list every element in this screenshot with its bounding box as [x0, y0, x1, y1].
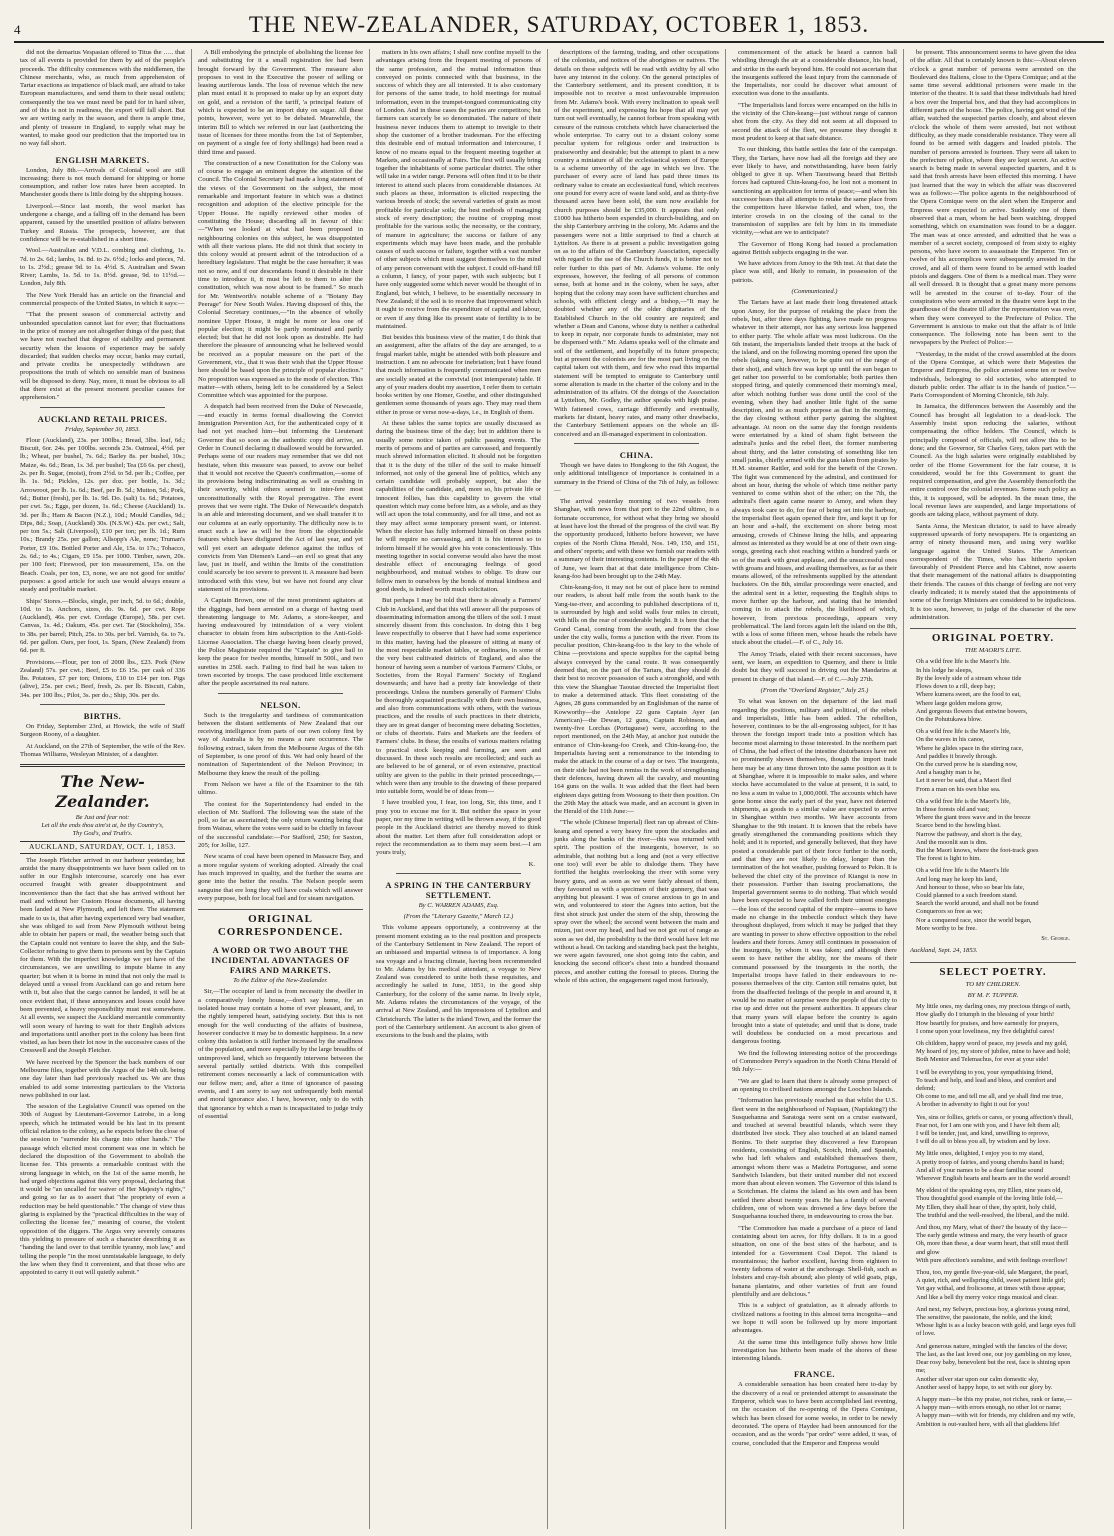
subheading: By C. WARREN ADAMS, Esq. — [418, 901, 499, 909]
poem-line: And honour to those, who so bear his fate, — [916, 883, 1025, 891]
masthead — [14, 6, 1104, 43]
paragraph: To what was known on the departure of the last mail regarding the positions, military and political, of the rebels and imperialists, little has been added. The rebellion, however, continues to be the all-engrossing subject, for it has thrown the foreign import trade into a position which has become most alarming to those interested. In the northern part of China, the bad effect of the intestine disturbances have not so prominently shown themselves, though the import trade here may be at any time thrown into the same position as it is at Shanghae, where it is impossible to make sales, and where stocks have accumulated to the value at present, it is said, to no less a sum in value to 1,000,000l. The accounts which have gone home since the early part of the year, have not deterred shipments, as goods to a similar value are expected to arrive in Shanghae within two months. We have accounts from Shanghae to the 9th instant. It is known that the rebels have greatly strengthened the commanding positions which they hold; and it is reported, and generally believed, that they have posted a considerable part of their force further to the north, and that they are not likely to delay, longer than the termination of the hot weather, pushing forward to Pekin. It is believed the chief city of the province of Kiangsi is now in their possession. Further than issuing proclamations, the Imperial government seems to do nothing. That which would have been expected to have called forth their utmost energies—the loss of the second capital of the empire—seems to have made no change in the imbecile conduct which they have throughout displayed, from which it may be judged that they are wanting in power to show effective opposition to the rebel leaders and their forces. Amoy still continues in possession of the insurgents, by whom it was taken; and although there seem to have neither the ability, nor the means of their command possessed by the insurgents in the north, the Imperialist troops have failed in their endeavours to re-possess themselves of the city. Canton still remains quiet, but from the disaffected feelings of the people in and around it, it would be no matter of surprise were the people of that city to rise up and drive out the present authorities. It appears clear that many years will elapse before the country is again brought into a state of quietude; and until that is done, trade will doubtless be conducted on a most precarious and dangerous footing. — [732, 698, 897, 1046]
poem-line: My eldest of the speaking eyes, my Ellen, nine years old, — [916, 1187, 1063, 1195]
poem-line: Yes, sins or follies, griefs or cares, or young affection's thrall, — [916, 1113, 1073, 1121]
poem-line: My little ones, my darling ones, my precious things of earth, — [916, 1003, 1071, 1011]
divider — [40, 407, 165, 408]
poem-line: And a haughty man is he, — [916, 769, 982, 777]
divider — [20, 764, 185, 767]
column-3 — [370, 49, 548, 1529]
paragraph: We have received by the Spencer the back numbers of our Melbourne files, together with the Argus of the 14th ult. being one day later than had previously reached us. We are thus enabled to add some interesting particulars to the Victoria news published in our last. — [20, 1058, 185, 1099]
masthead-title: THE NEW-ZEALANDER, SATURDAY, OCTOBER 1, 1853. — [248, 12, 870, 37]
paragraph: This volume appears opportunely, a controversy at the present moment existing as to the real position and prospects of the Canterbury Settlement in New Zealand. The report of an unbiassed and impartial witness is of importance. A long sea voyage and a bracing climate, having been recommended to Mr. Adams by his medical attendant, a voyage to New Zealand was considered to unite both these requisites, and accordingly he sailed in June, 1851, in the good ship Canterbury, for the colony of the same name. In lively style, Mr. Adams relates the circumstances of the voyage, of the arrival at New Zealand, and his impressions of Lyttelton and Christchurch. The latter is the inland Town, and the former the port of the Canterbury settlement. An account is also given of excursions to the bush and the plains, with — [376, 924, 541, 1040]
poem-title: TO MY CHILDREN. — [965, 980, 1021, 988]
paragraph: Santa Anna, the Mexican dictator, is said to have already suppressed upwards of forty newspapers. He is organizing an army of ninety thousand men, and using very warlike language against the United States. The American correspondent of the Times, who has hitherto spoken favourably of President Pierce and his Cabinet, now asserts that their management of the national affairs is disappointing their friends. The causes of this change of feeling are not very clearly indicated; it is merely stated that the appointments of some of the foreign Ministers are considered to be injudicious. It is too soon, however, to judge of the character of the new administration. — [910, 522, 1076, 621]
paragraph: But perhaps I may be told that there is already a Farmers' Club in Auckland, and that this will answer all the purposes of disseminating information among the tillers of the soil. I must sincerely dissent from this conclusion. In doing this I beg leave respectfully to observe that I have had some experience in this matter, having had the pleasure of sitting at many of the most respectable market tables, or ordinaries, in some of the very best cultivated districts of England, and also the honour of having seen a number of various Farmers' Clubs, or Societies, from the Royal Farmers' Society of England downwards; and have had a pretty fair knowledge of their proceedings. Unless the numbers generally of Farmers' Clubs be thoroughly acquainted practically with their own business, and also from communications with others, with the various practices, and the results of such practices in their districts, they are in great danger of becoming mere debating Societies, or clubs of theorists. Fairs and Markets are the feeders of Farmers' clubs. In these, the results of various matters relating to practical stock keeping and farming, are seen and discussed. In these such results are recollected; and such as are believed to be of general, or of even extensive, practical utility are given to the public in their printed proceedings,—which were then any trouble to the drawing of these prepared into suitable form, would be of ideas from— — [376, 597, 541, 796]
paragraph: The session of the Legislative Council was opened on the 30th of August by Lieutenant-Governor Latrobe, in a long speech, which he intimated would be his last in its present official relation to the colony, as he expects before the close of the session to "surrender his charge into other hands." The passage which elicited most comment was one in which he declared the disposition of the Government to abolish the license fee. This presents a remarkable contrast with the strong language in which, on the 1st of the same month, he had urged objections against this very proposal, declaring that it would be "an uncalled for waiver of Her Majesty's rights," and going so far as to assert that "the propriety of even a reduction may be held questionable." The change of view thus glaring is explained by the "practical difficulties in the way of collecting the license fee," meaning of course, the violent opposition of the diggers. The Argus very severely censures this yielding to pressure of such a character describing it as "handing the land over to that terrible tyranny, mob law," and telling the people "in the most unmistakable language, to defy the law when they find it convenient, and that those who are appointed to carry it out will quietly submit." — [20, 1103, 185, 1277]
paragraph: But besides this business view of the matter, I do think that an assignment, after the affairs of the day are arranged, to a frugal market table, might be attended with both pleasure and instruction. I am no advocate for inebriation; but I have found that much information is frequently communicated when men are socially seated at the convivial (not intemperate) table. If any of your readers doubt my assertion, I refer them to certain books written by one Homer, Goethe, and other distinguished gentlemen some thousands of years ago. They may read them either in prose or verse now-a-days, i.e., in English of them. — [376, 334, 541, 416]
poem-line: Nor a conquered race, since the world began, — [916, 916, 1032, 924]
poem-signature: St. George. — [1041, 934, 1070, 942]
poem-line: Oh a wild free life is the Maori's life, — [916, 728, 1011, 736]
paragraph: did not the demarius Vespasian offered to Titus the ….. that tax of all events is provided for them by aid of the people's proceeds. The difficulty commences with the middlemen, the Chinese merchants, who, as much from apprehension of Tartar exactions as impatience of black mail, are afraid to take European manufactures, and send them to their usual outlets; consequently the tea we must need be paid for in hard silver, and of this is not in readiness, the export will fall short. But we are writing early in the season, and there is ample time, and plenty of treasure in England, to supply what may be wanted, to make good our prediction that the imported tea in no way fall short. — [20, 49, 185, 148]
poem-line: Thou thoughtful good example of the loving little fold,— — [916, 1195, 1063, 1203]
divider — [396, 873, 521, 874]
column-4 — [548, 49, 726, 1529]
paragraph: "The Commodore has made a purchase of a piece of land containing about ten acres, for fifty dollars. It is in a good situation, on one of the best sites of the harbour, and is intended for a Government Coal Depot. The island is mountainous; the harbor excellent, having from eighteen to twenty fathoms of water at the anchorage. Shell-fish, such as lobsters and cray-fish abound; also plenty of wild goats, pigs, banana plantains, and other varieties of fruit are found plentifully and are delicious." — [732, 1224, 897, 1299]
heading-original-poetry: ORIGINAL POETRY. — [910, 628, 1076, 645]
poem-line: More worthy to be free. — [916, 924, 977, 932]
paragraph: The construction of a new Constitution for the Colony was of course to engage an eminent degree the attention of the Council. The Colonial Secretary had made a long statement of the views of the Government on the subject, the most remarkable and important feature in which was a distinct recognition and adoption of the elective principle for the Upper House. He rapidly reviewed other modes of constituting the House; discarding all in favour of this:—"When we looked at what had been proposed in neighbouring colonies on this subject, he was disappointed with all their various plans. He did not think that society in this colony would at present admit of the introduction of a hereditary legislature. That might be the case hereafter; it was not so now, and if our descendants found it desirable in their time to introduce it, it must be left to them to alter the constitution, which was now about to be framed." So much for Mr. Wentworth's notable scheme of a "Botany Bay Peerage" for New South Wales. Having disposed of this, the Colonial Secretary continues,—"In the absence of wholly nominee Upper House, it might be more or less one of popular election; it might be partly nominated and partly elected; but that he did not look upon as desirable. He had therefore the pleasure of announcing what he believed would be received as a popular measure on the part of the Government, viz., that it was their wish that the Upper House here should be based upon the principle of popular election." No proposition was expressed as to the mode of election. This matter—with others, being left to be considered by a Select Committee which was appointed for the purpose. — [198, 159, 363, 400]
heading-fairs-markets: A WORD OR TWO ABOUT THE INCIDENTAL ADVANTAGES OF FAIRS AND MARKETS. — [211, 945, 350, 976]
poem-line: A quiet, rich, and wellspring child, sweet patient little girl; — [916, 1277, 1066, 1285]
paragraph: On Friday, September 23rd, at Howick, the wife of Staff Surgeon Roony, of a daughter. — [20, 723, 185, 739]
poem-line: Let it never be said, that a Maori fled — [916, 777, 1011, 785]
poem-line: Oh a wild free life is the Maori's life — [916, 867, 1010, 875]
subheading: (Communicated.) — [791, 288, 838, 296]
poem-line: And the moonlit sun is dim. — [916, 838, 988, 846]
paragraph: "Information has previously reached us that whilst the U.S. fleet were in the neighbourhood of Napiaan, (Napfaking?) the Susquehanna and Saratoga were sent on a cruise eastward, and touched at several beautiful islands, which were they distributed live stock. They also touched at an island named Bonins. To their surprise they discovered a few European residents, consisting of English, Scotch, Irish, and Spanish, who had left whalers and established themselves there, amongst whom there was a Madeira Portuguese, and some Sandwich Islanders, but their united number did not exceed more than about eleven women. The Governor of this island is a Scotchman. He claims the island as his own and has been settled there about twenty years. He has a family of several children, one of whom was drowned a few days before the Susquehanna touched there, in endeavouring to cross the bar. — [732, 1097, 897, 1221]
paragraph: The Governor of Hong Kong had issued a proclamation against British subjects engaging in the war. — [732, 240, 897, 256]
poem-line: I will be tender, just, and kind, unwilling to reprove, — [916, 1130, 1050, 1138]
poem-line: A brother in adversity to fight it out for you! — [916, 1101, 1030, 1109]
poem-title: THE MAORI'S LIFE. — [964, 647, 1022, 655]
subheading: (From the "Literary Gazette," March 12.) — [403, 913, 514, 921]
poem-line: A happy man—with wit for friends, my children and my wife, — [916, 1412, 1076, 1420]
paragraph: The Joseph Fletcher arrived in our harbour yesterday, but amidst the many disappointments we have been called on to suffer in our English intercourse, scarcely one has ever occurred fraught with greater disappointment and inconvenience than the fact that she has arrived without her mail and without her Custom House documents, all having been landed at New Plymouth, and left there. The statement made to us is, that after having experienced very bad weather, she was obliged to sail from New Plymouth without being able to obtain her papers or mail, the weather being such that the Captain could not venture to leave the ship, and the Sub-Collector refusing to give them to persons sent by the Captain for them. With the imperfect knowledge we yet have of the circumstances, we are unwilling to impute blame in any quarter; but when it is borne in mind that not only the mail is delayed until a vessel from Auckland can go and return here with it, but also that the cargo cannot be landed, it will be at once evident that, if these annoyances and losses could have been prevented, a heavy responsibility must rest somewhere. At all events, we suspect the Auckland mercantile community will soon weary of having to wait for their English advices and importations until another port in the colony has been first visited, as has been their lot now in the successive cases of the Cresswell and the Joseph Fletcher. — [20, 856, 185, 1055]
poem-line: Yet gay withal, and frolicsome, at times with those appear, — [916, 1285, 1066, 1293]
paragraph: commencement of the attack he heard a cannon ball whistling through the air at a considerable distance, his head, and strike in the earth beyond him. He could not ascertain that the insurgents suffered the least injury from the cannonade of the Imperialists, nor could he discover what amount of execution was done to the assailants. — [732, 49, 897, 98]
poem-line: Where the giant trees wave and in the breeze — [916, 814, 1031, 822]
poem-line: I will be everything to you, your sympathising friend, — [916, 1068, 1054, 1076]
paragraph: "That the present season of commercial activity and unbounded speculation cannot last for ever; that fluctuations in the price of money are not altogether things of the past; that we have not reached that degree of stability and permanent security when the lessons of experience may be safely discarded; that sudden checks may occur, banks may curtail, and private credits be unexpectedly withdrawn are propositions the truth of which no sensible man of business will be disposed to deny. Nay, more, it must be obvious to all that there exist at the present moment peculiar causes for apprehension." — [20, 311, 185, 402]
paragraph: At the same time this intelligence fully shows how little investigation has hitherto been made of the shores of these interesting Islands. — [732, 1338, 897, 1363]
poem-line: The early gentle witness and mary, the very hearth of grace — [916, 1232, 1068, 1240]
paragraph: London, July 8th.—Arrivals of Colonial wool are still increasing; there is not much demand for shipping or home consumption, and rather low rates have been accepted. In Manchester goods there is little doing by the shipping houses. — [20, 166, 185, 199]
paragraph: Flour (Auckland), 23s. per 100lbs.; Bread, 3lbs. loaf, 6d.; Biscuit, 6or. 24s. per 100lbs. seconds 23s. Oatmeal, 4½d. per lb.; Wheat, per bushel, 7s. 6d.; Barley 8s. per bushel, 10s.; Maize, 4s. 6d.; Bran, 1s. 3d. per bushel; Tea (£6 6s. per chest), 2s. per lb. Sugar, (moist), from 2½d. to 5d. per lb.; Coffee, per lb. 1s. 9d.; Pickles, 12s. per doz. per bottle, 1s. 3d.; Arrowroot, per lb. 1s. 6d.; Beef, per lb. 5d.; Mutton, 5d.; Pork, 6d.; Butter (fresh), per lb. 1s. 9d. Do. (salt) 1s. 6d.; Potatoes, per cwt. 5s.; Eggs, per dozen, 1s. 6d.; Cheese (Auckland) 1s. 3d. per lb.; Ham & Bacon (N.Z.), 10d.; Mould Candles, 9d.; Dips, 8d.; Soap, (Auckland) 30s. (N.S.W.) 42s. per cwt.; Salt, per ton 5s.; Salt (Liverpool), £10 per ton; per lb. 1d.; Rum 10s.; Brandy 25s. per gallon; Allsopp's Ale, none; Truman's Porter, £9 10s. Bottled Porter and Ale, 15s. to 17s.; Tobacco, 2s. 6d.; to 4s.; Cigars, £9 15s. per 1000. Timber, sawn, 20s. per 100 feet; Firewood, per ton measurement, 15s. on the Beach. Coals, per ton, £3, none, we are not good for smiths' purposes: a good article for such use would always ensure a steady and profitable market. — [20, 436, 186, 594]
poem-line: Where large golden melons grow, — [916, 699, 1003, 707]
paragraph: "Yesterday, in the midst of the crowd assembled at the doors of the Opera Comique, at which were their Majesties the Emperor and Empress, the police arrested some ten or twelve individuals, belonging to old societies, who attempted to disturb public order. The affair is in the hands of justice."—Paris Correspondent of Morning Chronicle, 6th July. — [910, 350, 1076, 400]
heading-canterbury: A SPRING IN THE CANTERBURY SETTLEMENT. — [385, 879, 532, 900]
poem-line: And gorgeous flowers that entwine bowers, — [916, 707, 1028, 715]
paragraph: "The Imperialists land forces were encamped on the hills in the vicinity of the Chin-keang—just without range of cannon shot from the city. As they did not seem at all disposed to second the attack of the fleet, we presume they thought it most prudent to keep at that safe distance. — [732, 101, 897, 142]
paragraph: A Captain Brown, one of the most prominent agitators at the diggings, had been arrested on a charge of having used threatening language to Mr. Adams, a store-keeper, and having endeavoured by intimidation of a very violent character to obtain from him subscription to the Anti-Gold-License Association. The charge having been clearly proved, the Police Magistrate required the "Captain" to give bail to keep the peace for twelve months, himself in 500l., and two sureties in 250l. each. Failing to find bail he was taken to town escorted by troops. The case produced little excitement after the people ascertained its real nature. — [198, 597, 363, 688]
poem-line: My little ones, delighted, I enjoy you to my stand, — [916, 1150, 1044, 1158]
paragraph: Such is the irregularity and tardiness of communication between the distant settlements of New Zealand that our receiving intelligence from parts of our own colony first by way of Australia is by no means a rare occurrence. The following extract, taken from the Melbourne Argus of the 6th of September, is one proof of this. We had only heard of the nomination of Superintendent of the Nelson Province; in Melbourne they knew the result of the polling. — [198, 711, 363, 777]
poem-line: I will do all to bless you all, by wisdom and by love. — [916, 1138, 1051, 1146]
signature: K. — [528, 860, 535, 868]
paragraph: Ships' Stores.—Blocks, single, per inch, 5d. to 6d.; double, 10d. to 1s. Anchors, sizes, do. 9s. 6d. per cwt. Rope (Auckland), 46s. per cwt. Cordage (Europe), 58s. per cwt. Canvas, 1s. 4d.; Oakum, 45s. per cwt. Tar (Stockholm), 35s. to 38s. per barrel; Pitch, 25s. to 30s. per brl. Varnish, 6s. to 7s. 6d. per gallon. Oars, per foot, 1s. Spars, (New Zealand) from 6d. per ft. — [20, 597, 185, 655]
poem-line: Another seed of happy hope, to set with our glory by. — [916, 1383, 1053, 1391]
poem-line: My hoard of joy, my store of jubilee, mine to have and hold; — [916, 1048, 1071, 1056]
poem-line: Oh, more than these, a dear warm heart, that still must thrill and glow — [916, 1240, 1069, 1256]
paragraph: We find the following interesting notice of the proceedings of Commodore Perry's squadron in the North China Herald of 9th July:— — [732, 1049, 897, 1074]
paragraph: Chin-keang-foo, it may not be out of place here to remind our readers, is about half mile from the south bank to the Yang-tse-river, and according to published descriptions of it, is surrounded by high and solid walls four miles in circuit, with hills on the rear of considerable height. It is here that the Grand Canal, coming from the south, and from the close under the city walls, forms a junction with the river. From its peculiar position, Chin-keang-foo is the key to the whole of China —provisions and specie supplies for the capital being always conveyed by the canal route. It was consequently deemed that, on the part of the Tartars, that they should do their best to recover possession of such a stronghold, and with this view the Shanghae Taoutae directed the Imperialist fleet to make a determined attack. This fleet consisting of the Agnes, 28 guns commanded by an Englishman of the name of Kowworthy—the Antelope 22 guns Captain Ayer (an American)—the Dewan, 12 guns, Captain Robinson, and twenty-five Lorchas (Portuguese) were, according to the report mentioned, on the 24th May, at anchor just outside the entrance of Chin-keang-foo Creek, and Chin-keang-foo, the Imperialists having sent a remonstrance to the intending to make the attack in the course of a day or two. The insurgents, on their side had not been remiss in the work of strengthening their defences, having drawn all the cavalry, and mounting 164 guns on the walls. It was added that the fleet had been eighteen days getting from Woosung to their then position. On the 29th May the attack was made, and an account is given in the Herald of the 11th June:— — [554, 584, 719, 816]
paragraph: To our thinking, this battle settles the fate of the campaign. They, the Tartars, have now had all the foreign aid they are ever likely to have, and notwithstanding, have been fairly obliged to give it up. When Taoutwang heard that British forces had captured Chin-keang-foo, he lost not a moment in sanctioning an application for terms of peace;—and when his successor hears that all attempts to retake the same place from the competitors have likewise failed, and when, too, the interior crowds in on the closing of the canal to the transmission of supplies are felt by him in its immediate vicinity,—what are we to anticipate? — [732, 146, 897, 237]
paper-title: The New-Zealander. — [55, 772, 150, 812]
heading-china: CHINA. — [619, 449, 654, 460]
subheading: (From the "Overland Register," July 25.) — [760, 686, 869, 694]
poem-line: Where he glides space in the stirring race, — [916, 744, 1024, 752]
heading-english-markets: ENGLISH MARKETS. — [55, 154, 150, 165]
poem-line: And like a bell thy merry voice rings musical and clear. — [916, 1293, 1058, 1301]
poem-line: How heartily for praises, and how earnestly for prayers, — [916, 1019, 1059, 1027]
paragraph: The New York Herald has an article on the financial and commercial prospects of the United States, in which it says:— — [20, 291, 185, 308]
paragraph: Sir,—The occupier of land is from necessity the dweller in a comparatively lonely house,—don't say home, for an isolated house may contain a home of ever pleasant, and, to the rightly tempered heart, satisfying society. But this is not enough for the well conducting of the affairs of business, however conducive it may be to domestic happiness. In a new colony this isolation is still further increased by the smallness of the population, and more especially by the large breadths of unimproved land, which so frequently intervene between the several partially settled districts. With this compelled retirement comes necessarily a lack of communication with our fellow men; and, after a time of ignorance of passing events, and I am sorry to say not unfrequently both mental and moral ignorance also. I have, however, only to do with that ignorance by which a man is incapacitated to judge truly of essential — [198, 988, 363, 1120]
paragraph: The arrival yesterday morning of two vessels from Shanghae, with news from that port to the 22nd ultimo, is a fortunate occurrence, for without what they bring we should at least have lost the thread of the progress of the civil war. By the opportunity produced, hitherto before however, we have copies of the North China Herald, Nos. 149, 150, and 151, and others' reports; and with these we furnish our readers with a summary of their interesting contents. In the paper of the 4th of June, we learn that at that date intelligence from Chin-keang-foo had been brought up to the 24th May. — [554, 498, 719, 580]
poem-line: Oh a wild free life is the Maori's life, — [916, 797, 1011, 805]
poem-line: In those forests old and vast; — [916, 805, 990, 813]
page-number: 4 — [14, 22, 21, 37]
divider — [218, 693, 343, 694]
poem-line: From a man on his own blue sea. — [916, 785, 1001, 793]
paragraph: A despatch had been received from the Duke of Newcastle,—and exactly in terms formal disallowing the Convict Immigration Prevention Act, for the authenticated copy of it had not yet reached him—but informing the Lieutenant Governor that so soon as the authentic copy did arrive, an Order in Council declaring it disallowed would be forwarded. Perhaps some of our readers may remember that we did not hesitate, when this measure was passed, to avow our belief that it would not receive the Queen's confirmation,—some of its provisions being indiscriminating as well as crushing in their severity, whilst others seemed to inter-fere most unconstitutionally with the Royal prerogative. The event proves that we were right. The Duke of Newcastle's despatch is an able and interesting document, and we shall transfer it to our columns at an early opportunity. The difficulty now is to enact such a law as will be free from the objectionable features which have disfigured the Act of last year, and yet will yet exert an adequate defence against the influx of convicts from Van Diemen's Land—an evil so great that any law, just in itself, and within the limits of the constitution could scarcely be too severe to prevent it. A measure had been introduced with this view, but we have not found any clear statement of its provisions. — [198, 403, 363, 593]
column-6 — [904, 49, 1082, 1529]
column-1 — [14, 49, 192, 1529]
poem-line: By the lovely side of a stream whose tide — [916, 674, 1022, 682]
heading-select-poetry: SELECT POETRY. — [910, 962, 1076, 979]
poem-line: My Ellen, they shall hear of thee, thy spirit, holy child, — [916, 1203, 1057, 1211]
poem-line: Dear rosy baby, benevolent but the rest, face is shining upon me; — [916, 1359, 1071, 1375]
paragraph: The contest for the Superintendency had ended in the election of Mr. Stafford. The following was the state of the poll, so far as ascertained; the only return wanting being that from Wairau, where the votes were said to be chiefly in favour of the successful candidate:—For Stafford, 250; for Saxton, 205; for Jollie, 127. — [198, 800, 363, 850]
poem-line: Oh children, happy word of peace, my jewels and my gold, — [916, 1039, 1068, 1047]
heading-original-correspondence: ORIGINAL CORRESPONDENCE. — [198, 909, 363, 939]
paragraph: A Bill embodying the principle of abolishing the license fee and substituting for it a small registration fee had been brought forward by the Government. The measure also proposes to vest in the Executive the power of selling or leasing auriferous lands. The loss of revenue which the new plan must entail it is proposed to make up by an export duty on gold, and a revision of the tariff, 'a principal feature of which is expected to be an import duty on sugar. All these points, however, were yet to be debated. Meanwhile, the interim Bill to which we referred in our last (authorizing the issue of licenses for three months from the 1st of September, on payment of a single fee of forty shillings) had been read a third time and passed. — [198, 49, 363, 156]
paragraph: Liverpool.—Since last month, the wool market has undergone a change, and a falling off in the demand has been apparent, caused by the unsettled position of affairs between Turkey and Russia. The prospects, however, are that confidence will be re-established in a short time. — [20, 202, 185, 243]
paragraph: At Auckland, on the 27th of September, the wife of the Rev. Thomas Williams, Wesleyan Minister, of a daughter. — [20, 742, 185, 758]
poem-line: Fear not, for I am one with you, and I have felt them all; — [916, 1121, 1060, 1129]
poem-line: And thou, my Mary, what of thee? the beauty of thy face— — [916, 1224, 1068, 1232]
poem-line: Where kumera sweet, are the food to eat, — [916, 691, 1021, 699]
paragraph: "We are glad to learn that there is already some prospect of an opening to civilised nations amongst the Loochoo Islands. — [732, 1077, 897, 1093]
poem-line: Oh come to me, and tell me all, and ye shall find me true, — [916, 1093, 1063, 1101]
poem-line: On the Pohutukawa blow. — [916, 715, 982, 723]
poem-line: To teach and help, and lead and bless, and comfort and defend; — [916, 1076, 1057, 1092]
poem-line: Scarce bend to the howling blast. — [916, 822, 1001, 830]
paragraph: From Nelson we have a file of the Examiner to the 6th ultimo. — [198, 780, 363, 797]
poem-line: Flows down to a rill, deep bay; — [916, 683, 996, 691]
heading-nelson: NELSON. — [260, 699, 301, 710]
motto: Be Just and fear not: Let all the ends thou aim'st at, be thy Country's, Thy God's, and Truth's. — [41, 814, 164, 838]
paragraph: The Tartars have at last made their long threatened attack upon Amoy, for the purpose of retaking the place from the rebels, but, after three days fighting, have made no progress whatever in their attempt, nor has any serious loss happened to either party. The whole affair was most ludicrous. On the 6th instant, the imperialists landed their troops at the back of the island, and on the following morning opened fire upon the rebels (taking care, however, to be quite out of the range of their shot), and which fire was kept up until the sun began to get rather too powerful to be comfortable; both parties then stopped firing, and quietly commenced their morning's meal, after which nothing further was done until the cool of the evening, when they had another little fight of the same description, and to as much purpose as that in the morning, the day closing without either party gaining the slightest advantage. At noon on the same day the foreign residents were entertained by a kind of sham fight between the admiral's junks and the rebel fleet, the former numbering about thirty, and the latter consisting of something like ten small junks, chiefly armed with the guns taken from pirates by H.M. steamer Rattler, and sold for the benefit of the Crown. The fight was commenced by the admiral, and continued for about an hour, during the whole of which time neither party ventured to come within shot of the other; on the 7th, the admiral's fleet again came nearer to Amoy, and when they always took care to do, for fear of being set into the harbour, the imperialist fleet again opened their fire, and kept it up for an hour and a-half, the excitement on shore being most amusing, crowds of Chinese lining the hills, and appearing almost as interested as they would be at one of their own sing-songs, greeting each shot reaching within a hundred yards or so of the mark with great applause, and the unsuccessful ones with groans and hisses, and availing themselves, as far as their means allowed, of the refreshments supplied by the attendant hucksters. On the 8th, similar proceedings were enacted, and the admiral sent in a letter, requesting the English ships to move further up the harbour, and stating that he intended coming in to attack the rebels, the likelihood of which, however, from previous proceedings, appears very problematical. The land forces again left the island on the 8th, with a loss of some fifteen men, whose heads the rebels have stuck about the citadel.—F. of C., July 16. — [732, 299, 897, 647]
paragraph: "The whole (Chinese Imperial) fleet ran up abreast of Chin-keang and opened a very heavy fire upon the stockades and junks along the banks of the river—this was returned with spirit. The position of the insurgents, however, is so admirable, that nothing but a long and (not a very effective one too) will ever be able to dislodge them. They have fortified the heights overlooking the river with some very heavy guns, and as soon as we were fairly abreast of them, they favoured us with a specimen of their gunnery, that was anything but pleasant. I was of course anxious to go in and win, and volunteered to steer the Agnes into action, but the first shot struck just under the stern of the ship, throwing the spray over the wheel; the second went between the main and mizen, just over my head, and had we not got out of range as soon as we did, the probability is the third would have left me without a head. On tacking and standing back past the heights, we were again favoured, one shot going into the cabin, and knocking the second officer's chest into a hundred thousand pieces, and another cutting the foresail to pieces. During the whole of this action, the engagement raged most furiously, — [554, 819, 719, 985]
heading-births: BIRTHS. — [83, 711, 122, 722]
poem-line: And long may he keep his land, — [916, 875, 998, 883]
paragraph: Provisions.—Flour, per ton of 2000 lbs., £23. Pork (New Zealand) 57s. per cwt.; Beef, £5 to £6 15s. per cask of 336 lbs. Potatoes, £7 per ton; Onions, £10 to £14 per ton. Pigs (alive), 25s. per cwt.; Beef, fresh, 2s. per lb. Biscuit, Cabin, 34s. per 100 lbs.; Pilot, 3s. per do.; Ship, 30s. per do. — [20, 658, 185, 699]
poem-author: BY M. F. TUPPER. — [967, 991, 1019, 999]
poem-line: I come upon your loveliness, my five delightful cares! — [916, 1027, 1055, 1035]
poem-line: In his lodge he sleeps, — [916, 666, 973, 674]
poem-line: Thou, too, my gentle five-year-old, tale Margaret, the pearl, — [916, 1269, 1069, 1277]
poem-line: Another silver star upon our calm domestic sky, — [916, 1375, 1039, 1383]
paragraph: I have troubled you, I fear, too long, Sir, this time, and I pray you to excuse me for it. But neither the space in your paper, nor my time in writing will be thrown away, if the good people in the Auckland district are thereby moved to think about the matter. Let them after full consideration adopt or reject the recommendation as to them may seem best.—I am yours truly, — [376, 799, 541, 857]
poem-line: With pure affection's sunshine, and with feelings overflow! — [916, 1256, 1068, 1264]
poem-line: Whose light is as a lucky beacon with gold, and large eyes full of love. — [916, 1322, 1076, 1338]
poem-line: And generous nature, mingled with the fancies of the dove; — [916, 1342, 1068, 1350]
poem-line: And next, my Selwyn, precious boy, a glorious young mind, — [916, 1305, 1070, 1313]
poem-line: A happy man—be this my praise, not riches, rank or fame,— — [916, 1395, 1072, 1403]
divider — [40, 704, 165, 705]
paragraph: At these tables the same topics are usually discussed as during the business time of the day; but in addition there is usually some notice taken of public passing events. The merits of persons and of parties are canvassed, and frequently much shrewd information elicited. It should not be forgotten that it is the duty of the tiller of the soil to make himself informed, not only of the general line of politics, which any certain candidate will probably support, but also the capabilities of the candidate, and, more so, his private life or innocent follies, has this capability to govern the vital question which may come before him, as a whole, and as they will act upon the total community, and for all time, and not as they may affect some temporary present want, or interest. When the elector has fully informed himself on these points he will require no canvassing, and it is his interest so to inform himself if he would give his vote conscientiously. This meeting together in social converse would also have the most desirable effect of encouraging feelings of good neighbourhood, and mutual wishes to oblige. To draw our fellow men to ourselves by the bonds of mutual kindness and good deeds, is indeed worth much solicitation. — [376, 420, 541, 593]
poem-line: Conquerors so free as we; — [916, 908, 983, 916]
poem-line: A pretty troop of fairies, and young cherubs hand in hand; — [916, 1158, 1065, 1166]
poem-line: The truthful and the well-resolved, the liberal, and the mild. — [916, 1211, 1069, 1219]
poem-line: On the curved prow he is standing now, — [916, 760, 1018, 768]
poem-line: The sensitive, the passionate, the noble, and the kind; — [916, 1314, 1053, 1322]
poem-line: The last, as the last loved one, our joy gambling on my knee, — [916, 1350, 1072, 1358]
paragraph: Though we have dates to Hongkong to the 6th August, the only additional intelligence of importance is contained in a summary in the Friend of China of the 7th of July, as follows:— — [554, 461, 719, 494]
paragraph: matters in his own affairs; I shall now confine myself to the advantages arising from the frequent meeting of persons of the same profession, and the mutual information thus conveyed on points connected with that business, in the success of which they are all interested. It is also customary for persons of the same trade, to hold meetings for mutual information, even in the trumpet-tongued communicating city of London. And in these cases the parties are competitors; but farmers can scarcely be so denominated. The nature of their business never induces them to attempt to inveigle to their shop the customer of a brother tradesman. For the effecting this desirable end of mutual information and intercourse, I know of no means equal to the frequent meeting together at Markets, and occasionally at Fairs. The first will usually bring together the inhabitants of some particular district. The other will take in a wider range. Persons will often find it to be their interest to attend such places from considerable distances. At such places as these, information is elicited respecting the various breeds of stock; the several varieties of grain as most profitable for particular soils; the best methods of managing stock of every description; the routine of cropping most profitable for the various soils; the necessity, or the contrary, of manure in agriculture; the success or failure of any experiments which may have been made, and the probable causes of such success or failure, together with a vast number of other subjects which must suggest themselves to the mind of any person conversant with the subject. I could off-hand fill a column, I fancy, of your paper, with such subjects; but I have only suggested some which never would be thought of in England, but which, I believe, to be essentially necessary in New Zealand; if the soil is to receive that improvement which it ought to receive from the expenditure of capital and labour, or even if any thing like its present state of fertility is to be maintained. — [376, 49, 541, 330]
poem-line: But the Maori knows, where the foot-track goes — [916, 846, 1039, 854]
paragraph: New scams of coal have been opened in Massacre Bay, and a more regular system of working adopted. Already the coal has much improved in quality, and the further the seams are gone into the better the results. The Nelson people seem sanguine that ere long they will have coals which will answer every purpose, both for local fuel and for steam navigation. — [198, 853, 363, 902]
poem-maoris-life — [910, 658, 1076, 933]
paragraph: Wool.—Australian and V.D.L. combing and clothing, 1s. 7d. to 2s. 6d.; lambs, 1s. 8d. to 2s. 6½d.; locks and pieces, 7d. to 1s. 2½d.; grease 9d. to 1s. 4½d. S. Australian and Swan River; Lambs, 1s. 5d. to 1s. 8½d. grease, 9d. to 11½d.—London, July 8th. — [20, 247, 185, 288]
heading-retail-prices: AUCKLAND RETAIL PRICES. — [37, 413, 168, 424]
poem-line: Could planned to a such freedom stand. — [916, 891, 1018, 899]
poem-line: Ambition is out-vaulted here, with all that gladdens life! — [916, 1420, 1060, 1428]
paragraph: A considerable sensation has been created here to-day by the discovery of a real or pretended attempt to assassinate the Emperor, which was to have been accomplished last evening, on the occasion of the re-opening of the Opera Comique, which has been closed for some weeks, in order to be newly decorated. The opera of Haydee had been announced for the occasion, and as the words "par ordre" were added, it was, of course, concluded that the Emperor and Empress would — [732, 1381, 897, 1447]
paragraph: We have advices from Amoy to the 9th inst. At that date the place was still, and likely to remain, in possession of the patriots. — [732, 260, 897, 284]
poem-line: The forest is light to him. — [916, 855, 981, 863]
poem-line: Oh a wild free life is the Maori's life. — [916, 658, 1011, 666]
paragraph: In Jamaica, the differences between the Assembly and the Council has brought all legislation to a dead-lock. The Assembly insist upon reducing the salaries, without compensating the office holders. The Council, which is principally composed of officials, will not allow this to be done; and the Governor, Sir Charles Grey, takes part with the Council. As the high salaries were originally established by order of the Home Government for the fair course, it is considered, would be for this Government to grant the required compensation, and give the Assembly thenceforth the entire control over the colonial revenues. Some such policy as this, it is supposed, will be adopted. In the mean time, the local revenue laws are suspended, and large importations of goods are taking place, without payment of duty. — [910, 403, 1076, 519]
paragraph: The Amoy Triads, elated with their recent successes, have sent, we learn, an expedition to Quemoy, and there is little doubt but they will succeed in driving out the Mandarins at present in charge of that island.—F. of C.—July 27th. — [732, 650, 897, 683]
poem-line: On the waves in his canoe, — [916, 736, 985, 744]
paragraph: be present. This announcement seems to have given the idea of the affair. All that is certainly known is this:—About eleven o'clock a great number of persons were arrested on the Boulevard des Italiens, close to the Opera Comique; and at the same time several additional prisoners were made in the interior of the theatre. It is said that these individuals had hired a box over the Imperial box, and that they had accomplices in different parts of the house. The police, having got wind of the affair, watched the suspected parties closely, and about eleven o'clock the whole of them were arrested, but not without difficulty, as they made considerable resistance. They were all found to be armed with daggers and loaded pistols. The number of persons arrested is fourteen. They were all taken to the prefecture of police, where they are kept secret. An active search is being made in several suspected quarters, and it is said that fresh arrests have been effected this morning. I have just learned that the way in which the affair was discovered was as follows:—The police agents in the neighbourhood of the Opera Comique were on the alert when the Emperor and Empress were expected to arrive. Suddenly one of them observed that a man, whom he had been watching, dropped something, which on examination was found to be a dagger. The man was at once arrested, and admitted that he was a member of a secret society, composed of from sixty to eighty persons, who have sworn to assassinate the Emperor. Ten or twelve of his accomplices were subsequently arrested in the crowd, and all of them were found to be armed with loaded pistols and daggers. One of them is a medical man. They were all well dressed. It is thought that a great many more persons will be arrested in the course of to-day. Four of the conspirators who were arrested in the theatre were kept in the guardhouse of the theatre till after the representation was over, when they were conveyed to the Prefecture of Police. The Government is anxious to make out that the affair is of little consequence. The following note has been sent to the newspapers by the Prefect of Police:— — [910, 49, 1076, 347]
heading-france: FRANCE. — [793, 1369, 836, 1380]
poem-line: And paddles it bravely through. — [916, 752, 998, 760]
column-2 — [192, 49, 370, 1529]
paragraph: This is a subject of gratulation, as it already affords to civilized nations a footing in this almost terra incognita—and we hope it will soon be followed up by more important advantages. — [732, 1302, 897, 1335]
poem-line: Narrow the pathway, and short is the day, — [916, 830, 1022, 838]
poem-line: A happy man—with errors enough, no other lot or name; — [916, 1404, 1062, 1412]
subheading: To the Editor of the New-Zealander. — [233, 977, 328, 985]
poem-line: And all of your names to be a dear familiar sound — [916, 1166, 1044, 1174]
poem-to-my-children — [910, 1003, 1076, 1429]
poem-line: Both Mentor and Telemachus, for ever at your side! — [916, 1056, 1049, 1064]
paragraph: descriptions of the farming, trading, and other occupations of the colonists, and notices of the aborigines or natives. The details on these subjects will be read with avidity by all who have any interest in the colony. On the general principles of the Canterbury settlement, and its present condition, it is impossible not to receive a most unfavourable impression from Mr. Adams's book. With every inclination to speak well of the experiment, and expressing his hope that all may yet turn out well eventually, he cannot forbear from speaking with censure of the ruinous crotchets which have characterised the whole enterprise. To carry out to a distant colony some peculiar system for religious order and instruction is praiseworthy and desirable; but the attempt to plant in a new country a miniature of all the ecclesiastical system of Europe is a scheme unworthy of the age in which we live. The purchaser of every acre of land has paid three times its ordinary value to create an ecclesiastical fund, which receives one pound for every acre of waste land sold, and as thirty-five thousand acres have been sold, the sum now available for church purposes should be £35,000. It appears that only £1000 has hitherto been expended in church-building, and on the ship Canterbury arriving in the colony, Mr. Adams and the passengers were not a little surprised to find a church at Lyttelton. As there is at present a public investigation going on as to the affairs of the Canterbury Association, especially with regard to the use of the Church funds, it is better not to refer further to this part of Mr. Adams's volume. He only expresses, however, the feeling of all persons of common sense, both at home and in the colony, when he says, after hoping that the colony may soon have sufficient churches and schools, with efficient clergy and a bishop,—"It may be doubted whether any of the older dignitaries of the Established Church in the old country are required; and whether a Dean and Canons, whose duty is neither a cathedral to keep in repair, nor corporate funds to administer, may not be dispensed with." Mr. Adams speaks well of the climate and soil of the settlement, and hopefully of its future prospects; but at present the colonists are for the most part living on the capital taken out with them, and few who read this impartial statement will be tempted to emigrate to Canterbury until some alteration is made in the charter of the colony and in the administration of its affairs. Of the doings of the Association at Lyttelton, Mr. Godley, the author speaks with high praise. With fattened cows, carriage differently and eventually, markets far distant, heavy rates, and many other drawbacks, the Canterbury Settlement appears on the whole an ill-conceived and an ill-managed experiment in colonization. — [554, 49, 719, 438]
subheading: Friday, September 30, 1853. — [64, 425, 141, 433]
columns — [14, 49, 1104, 1529]
poem-dateline: Auckland, Sept. 24, 1853. — [910, 947, 978, 955]
poem-line: How gladly do I triumph in the blessing of your birth! — [916, 1011, 1055, 1019]
column-5 — [726, 49, 904, 1529]
divider — [574, 443, 699, 444]
poem-line: Wherever English hearts and hearts are in the world around! — [916, 1175, 1071, 1183]
poem-line: Search the world around, and shall not be found — [916, 900, 1039, 908]
dateline: AUCKLAND, SATURDAY, OCT. 1, 1853. — [20, 841, 185, 853]
